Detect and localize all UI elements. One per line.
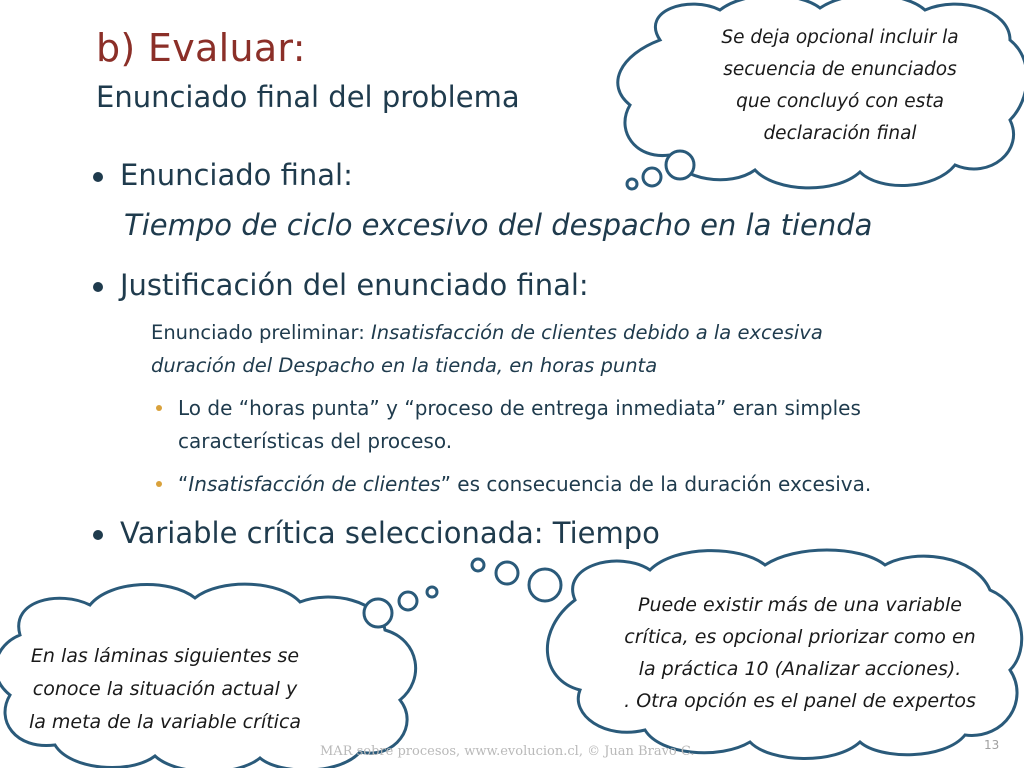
sub-bullet-text: ” es consecuencia de la duración excesiva. [440, 472, 872, 496]
cloud-line: la práctica 10 (Analizar acciones). [638, 658, 962, 680]
final-statement: Tiempo de ciclo excesivo del despacho en la tienda [124, 208, 873, 242]
cloud-line: En las láminas siguientes se [30, 645, 300, 667]
preliminary-label: Enunciado preliminar: [151, 321, 371, 344]
quote-open: “ [178, 472, 189, 496]
cloud-bubble-icon [472, 559, 484, 571]
cloud-bubble-icon [627, 179, 637, 189]
cloud-line: Se deja opcional incluir la [721, 27, 959, 48]
bullet-value: Tiempo [552, 516, 660, 550]
cloud-line: crítica, es opcional priorizar como en [624, 626, 976, 648]
cloud-line: secuencia de enunciados [723, 59, 957, 80]
cloud-bottom-left-text [5, 640, 325, 739]
cloud-bubble-icon [364, 599, 392, 627]
sub-bullet-text: características del proceso. [178, 429, 453, 453]
cloud-line: declaración final [763, 123, 917, 144]
page-number: 13 [984, 738, 1000, 752]
bullet-colon: : [533, 516, 553, 550]
cloud-line: conoce la situación actual y [32, 678, 298, 700]
cloud-line: la meta de la variable crítica [28, 711, 302, 733]
cloud-bubble-icon [643, 168, 661, 186]
sub-bullet-italic: Insatisfacción de clientes [188, 472, 441, 496]
slide-title: b) Evaluar: [96, 26, 306, 70]
bullet-colon: : [578, 268, 589, 302]
preliminary-text: Insatisfacción de clientes debido a la excesiva [370, 321, 823, 344]
bullet-label: Enunciado final [120, 158, 344, 192]
sub-bullet-text: Lo de “horas punta” y “proceso de entrega inmediata” eran simples [178, 396, 861, 420]
slide-footer: MAR sobre procesos, www.evolucion.cl, © Juan Bravo C. [320, 744, 695, 759]
preliminary-text: duración del Despacho en la tienda, en horas punta [151, 354, 658, 377]
cloud-bubble-icon [496, 562, 518, 584]
cloud-line: Puede existir más de una variable [638, 594, 962, 616]
cloud-bottom-right-text [590, 589, 1010, 717]
cloud-bubble-icon [427, 587, 437, 597]
cloud-line: que concluyó con esta [736, 91, 944, 112]
cloud-bubble-icon [529, 569, 561, 601]
bullet-colon: : [343, 158, 353, 192]
bullet-label: Variable crítica seleccionada [120, 516, 534, 550]
cloud-bubble-icon [666, 151, 694, 179]
bullet-label: Justificación del enunciado final [120, 268, 579, 302]
cloud-top-right-text [690, 22, 990, 150]
cloud-bubble-icon [399, 592, 417, 610]
cloud-line: . Otra opción es el panel de expertos [624, 690, 976, 712]
slide-subtitle: Enunciado final del problema [96, 80, 520, 114]
